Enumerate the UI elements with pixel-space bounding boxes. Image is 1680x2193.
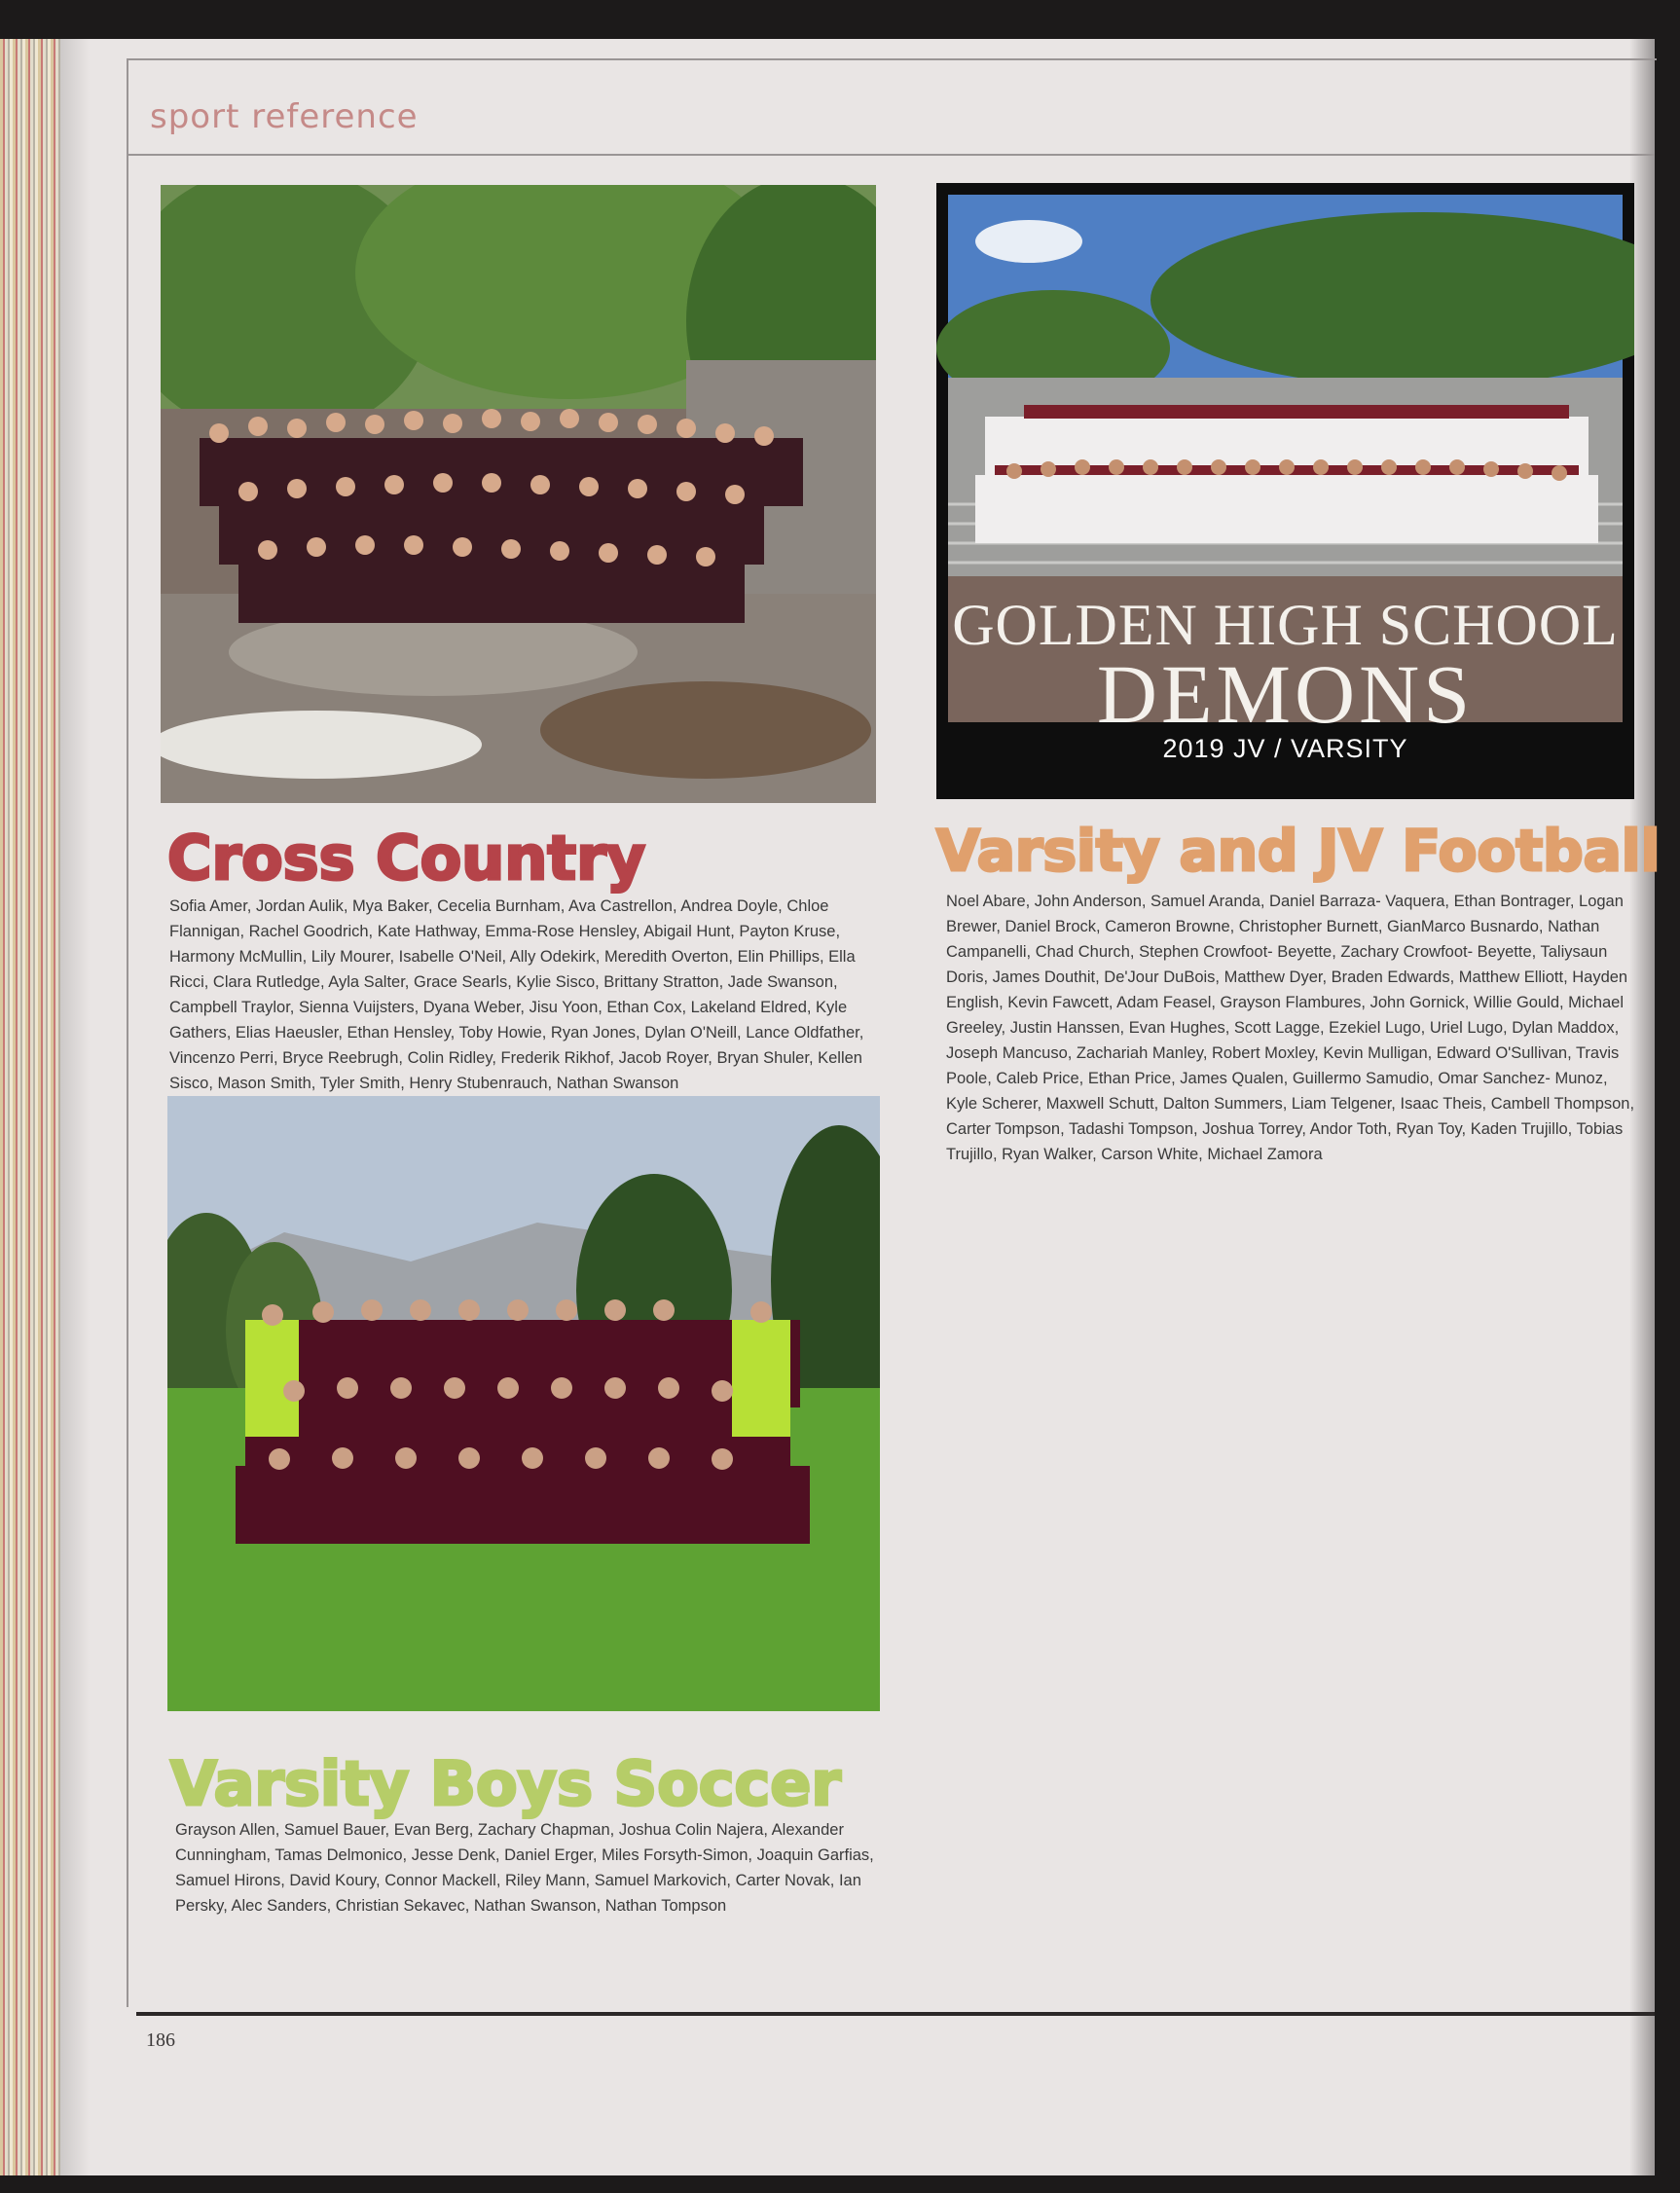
photo-school-name: GOLDEN HIGH SCHOOL xyxy=(952,593,1619,657)
spine-shadow xyxy=(60,39,90,2175)
page-edges xyxy=(0,39,60,2175)
soccer-team-photo xyxy=(167,1096,880,1711)
footer-rule xyxy=(136,2012,1655,2016)
football-roster: Noel Abare, John Anderson, Samuel Aranda, Daniel Barraza- Vaquera, Ethan Bontrager, Logan Brewer, Daniel Brock, Cameron Browne, Christopher Burnett, GianMarco Busnardo, Nathan Campanelli, Chad Church, Stephen Crowfoot- Beyette, Zachary Crowfoot- Beyette, Taliysaun Doris, James Douthit, De'Jour DuBois, Matthew Dyer, Braden Edwards, Matthew Elliott, Hayden English, Kevin Fawcett, Adam Feasel, Grayson Flambures, John Gornick, Willie Gould, Michael Greeley, Justin Hanssen, Evan Hughes, Scott Lagge, Ezekiel Lugo, Uriel Lugo, Dylan Maddox, Joseph Mancuso, Zachariah Manley, Robert Moxley, Kevin Mulligan, Edward O'Sullivan, Travis Poole, Caleb Price, Ethan Price, James Qualen, Guillermo Samudio, Omar Sanchez- Munoz, Kyle Scherer, Maxwell Schutt, Dalton Summers, Liam Telgener, Isaac Theis, Cambell Thompson, Carter Tompson, Tadashi Tompson, Joshua Torrey, Andor Toth, Ryan Toy, Kaden Trujillo, Tobias Trujillo, Ryan Walker, Carson White, Michael Zamora xyxy=(946,893,1635,1163)
football-team-photo xyxy=(936,183,1634,799)
page-number: 186 xyxy=(146,2029,175,2051)
cross-country-roster: Sofia Amer, Jordan Aulik, Mya Baker, Cecelia Burnham, Ava Castrellon, Andrea Doyle, Chloe Flannigan, Rachel Goodrich, Kate Hathway, Emma-Rose Hensley, Abigail Hunt, Payton Kruse, Harmony McMullin, Lily Mourer, Isabelle O'Neil, Ally Odekirk, Meredith Overton, Elin Phillips, Ella Ricci, Clara Rutledge, Ayla Salter, Grace Searls, Kylie Sisco, Brittany Stratton, Jade Swanson, Campbell Traylor, Sienna Vuijsters, Dyana Weber, Jisu Yoon, Ethan Cox, Lakeland Eldred, Kyle Gathers, Elias Haeusler, Ethan Hensley, Toby Howie, Ryan Jones, Dylan O'Neill, Lance Oldfather, Vincenzo Perri, Bryce Reebrugh, Colin Ridley, Frederik Rikhof, Jacob Royer, Bryan Shuler, Kellen Sisco, Mason Smith, Tyler Smith, Henry Stubenrauch, Nathan Swanson xyxy=(169,897,864,1092)
soccer-heading: Varsity Boys Soccer xyxy=(170,1748,841,1819)
cross-country-team-photo xyxy=(161,185,876,803)
cross-country-heading: Cross Country xyxy=(167,822,646,894)
photo-season: 2019 JV / VARSITY xyxy=(1162,734,1408,763)
section-label: sport reference xyxy=(150,97,419,136)
photo-team-name: DEMONS xyxy=(1096,647,1475,741)
header-rule xyxy=(127,154,1655,156)
soccer-roster: Grayson Allen, Samuel Bauer, Evan Berg, Zachary Chapman, Joshua Colin Najera, Alexander Cunningham, Tamas Delmonico, Jesse Denk, Daniel Erger, Miles Forsyth-Simon, Joaquin Garfias, Samuel Hirons, David Koury, Connor Mackell, Riley Mann, Samuel Markovich, Carter Novak, Ian Persky, Alec Sanders, Christian Sekavec, Nathan Swanson, Nathan Tompson xyxy=(175,1821,874,1915)
football-heading: Varsity and JV Football xyxy=(936,818,1661,884)
